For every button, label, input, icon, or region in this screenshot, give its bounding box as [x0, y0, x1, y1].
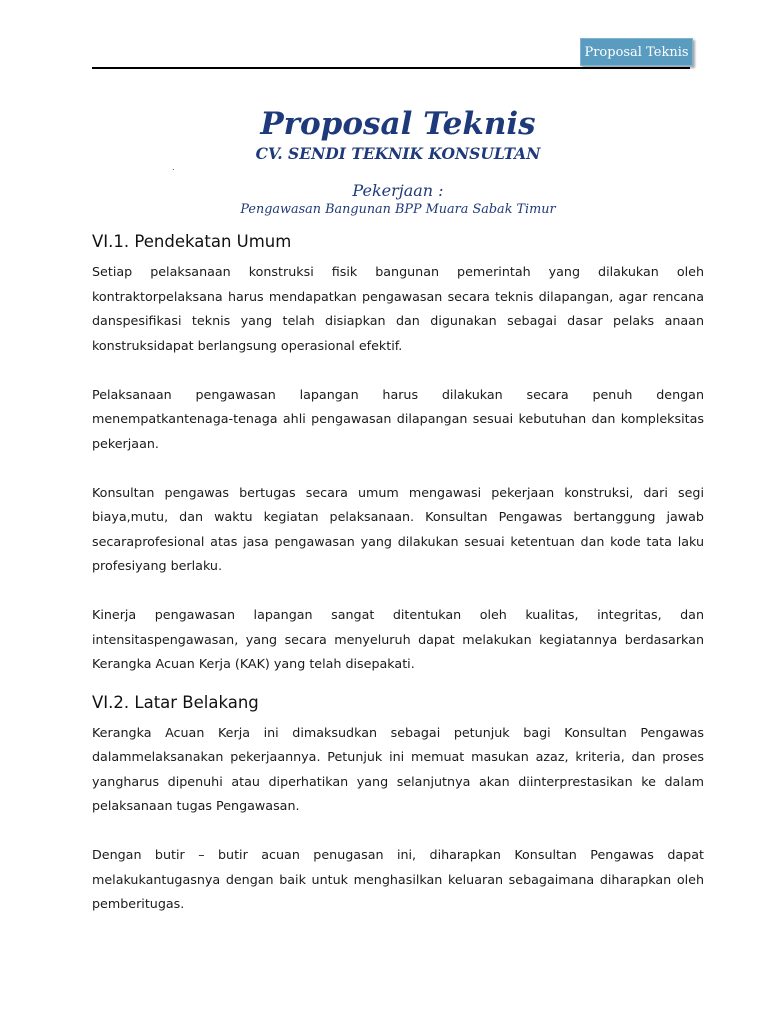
document-body [92, 230, 704, 941]
document-title: Proposal Teknis [260, 106, 536, 142]
company-name: CV. SENDI TEKNIK KONSULTAN [255, 144, 541, 163]
work-name: Pengawasan Bangunan BPP Muara Sabak Timur [240, 202, 556, 217]
stray-dot: . [172, 163, 175, 172]
header-tag-label: Proposal Teknis [584, 44, 689, 60]
section-latar-belakang [92, 691, 704, 917]
header-rule [92, 67, 690, 69]
paragraph: Konsultan pengawas bertugas secara umum mengawasi pekerjaan konstruksi, dari segi biaya,mutu, dan waktu kegiatan pelaksanaan. Konsultan Pengawas bertanggung jawab secaraprofesional atas jasa pengawasan yang dilakukan sesuai ketentuan dan kode tata laku profesiyang berlaku. [92, 484, 704, 573]
paragraph: Kinerja pengawasan lapangan sangat ditentukan oleh kualitas, integritas, dan intensitaspengawasan, yang secara menyeluruh dapat melakukan kegiatannya berdasarkan Kerangka Acuan Kerja (KAK) yang telah disepakati. [92, 607, 704, 671]
section-heading: VI.2. Latar Belakang [92, 692, 259, 712]
paragraph: Dengan butir – butir acuan penugasan ini, diharapkan Konsultan Pengawas dapat melakukantugasnya dengan baik untuk menghasilkan keluaran sebagaimana diharapkan oleh pemberitugas. [92, 847, 704, 911]
work-label: Pekerjaan : [352, 181, 444, 200]
paragraph: Setiap pelaksanaan konstruksi fisik bangunan pemerintah yang dilakukan oleh kontraktorpelaksana harus mendapatkan pengawasan secara teknis dilapangan, agar rencana danspesifikasi teknis yang telah disiapkan dan digunakan sebagai dasar pelaks anaan konstruksidapat berlangsung operasional efektif. [92, 264, 704, 353]
title-block [0, 104, 768, 164]
section-pendekatan-umum [92, 230, 704, 677]
header-tag [580, 38, 693, 66]
paragraph: Pelaksanaan pengawasan lapangan harus dilakukan secara penuh dengan menempatkantenaga-tenaga ahli pengawasan dilapangan sesuai kebutuhan dan kompleksitas pekerjaan. [92, 386, 704, 451]
paragraph: Kerangka Acuan Kerja ini dimaksudkan sebagai petunjuk bagi Konsultan Pengawas dalammelaksanakan pekerjaannya. Petunjuk ini memuat masukan azaz, kriteria, dan proses yangharus dipenuhi atau diperhatikan yang selanjutnya akan diinterprestasikan ke dalam pelaksanaan tugas Pengawasan. [92, 724, 704, 813]
section-heading: VI.1. Pendekatan Umum [92, 232, 292, 251]
